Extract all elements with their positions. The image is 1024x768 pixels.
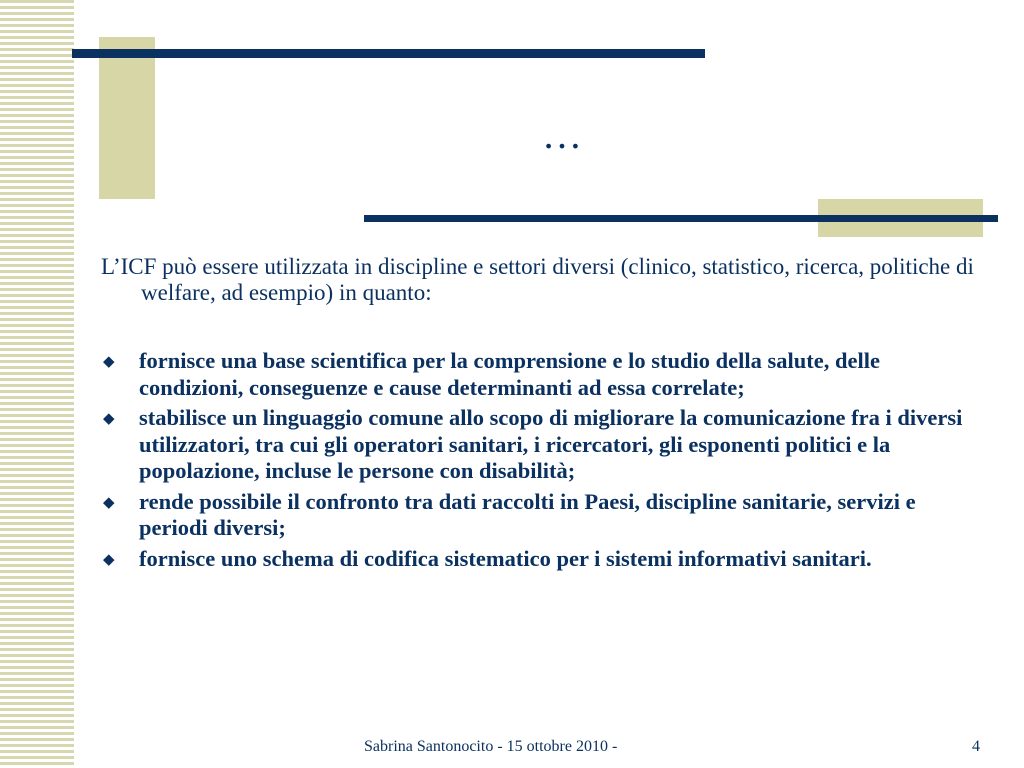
diamond-bullet-icon: ◆ — [103, 411, 115, 427]
top-accent-bar — [72, 49, 705, 58]
bullet-list — [101, 348, 981, 576]
slide-title: … — [542, 112, 588, 157]
list-item — [101, 348, 981, 401]
list-item — [101, 546, 981, 573]
left-stripe-decoration — [0, 0, 74, 768]
diamond-bullet-icon: ◆ — [103, 354, 115, 370]
footer-text: Sabrina Santonocito - 15 ottobre 2010 - — [364, 738, 618, 755]
list-item — [101, 405, 981, 485]
top-left-accent-block — [99, 37, 155, 199]
intro-paragraph: L’ICF può essere utilizzata in discipline e settori diversi (clinico, statistico, ricerca, politiche di welfare, ad esempio) in quanto: — [101, 254, 974, 305]
diamond-bullet-icon: ◆ — [103, 494, 115, 511]
list-item-text: stabilisce un linguaggio comune allo scopo di migliorare la comunicazione fra i diversi utilizzatori, tra cui gli operatori sanitari, i ricercatori, gli esponenti politici e la popolazione, incluse le persone con disabilità; — [139, 405, 963, 483]
list-item-text: fornisce uno schema di codifica sistematico per i sistemi informativi sanitari. — [139, 545, 872, 571]
list-item — [101, 489, 981, 542]
title-underline-bar — [364, 215, 998, 222]
page-number: 4 — [972, 738, 980, 755]
diamond-bullet-icon: ◆ — [103, 551, 115, 568]
list-item-text: rende possibile il confronto tra dati raccolti in Paesi, discipline sanitarie, servizi e periodi diversi; — [139, 488, 916, 540]
list-item-text: fornisce una base scientifica per la comprensione e lo studio della salute, delle condizioni, conseguenze e cause determinanti ad essa correlate; — [139, 348, 881, 400]
